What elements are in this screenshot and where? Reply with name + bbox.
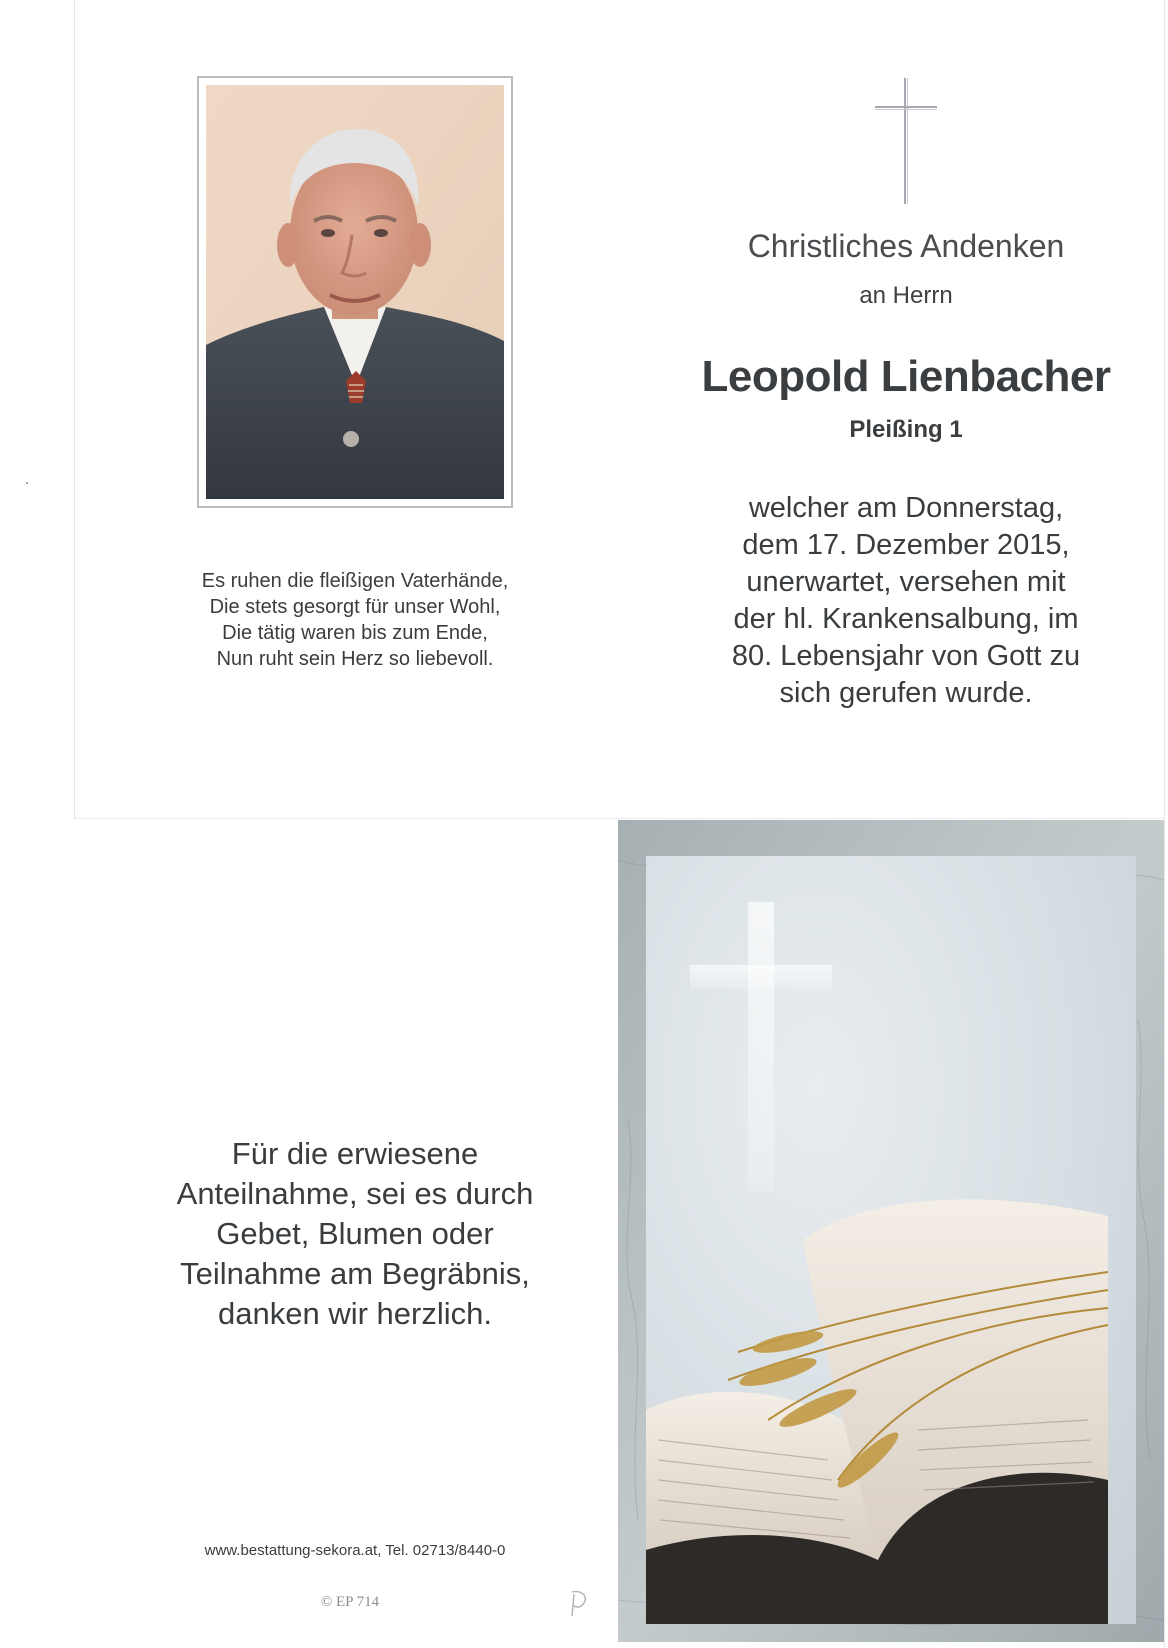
- funeral-home-contact: www.bestattung-sekora.at, Tel. 02713/8440-0: [204, 1542, 506, 1559]
- death-notice: [690, 490, 1122, 712]
- thanks-line: Gebet, Blumen oder: [216, 1216, 494, 1251]
- copyright-code: © EP 714: [320, 1594, 380, 1610]
- thanks-line: Teilnahme am Begräbnis,: [180, 1256, 530, 1291]
- card-title: Christliches Andenken: [747, 228, 1065, 264]
- portrait-photo: [206, 85, 504, 499]
- scan-speck: [26, 482, 28, 484]
- death-notice-line: dem 17. Dezember 2015,: [742, 529, 1070, 561]
- card-subtitle: an Herrn: [859, 282, 953, 309]
- death-notice-line: unerwartet, versehen mit: [746, 566, 1066, 598]
- death-notice-line: 80. Lebensjahr von Gott zu: [731, 640, 1081, 672]
- poem-line: Es ruhen die fleißigen Vaterhände,: [201, 570, 509, 592]
- deceased-address: Pleißing 1: [849, 416, 963, 443]
- portrait-frame: [197, 76, 513, 508]
- signature-mark-icon: [566, 1588, 592, 1618]
- death-notice-line: sich gerufen wurde.: [779, 677, 1033, 709]
- poem-line: Die tätig waren bis zum Ende,: [222, 622, 488, 644]
- poem-line: Nun ruht sein Herz so liebevoll.: [216, 648, 494, 670]
- death-notice-line: der hl. Krankensalbung, im: [733, 603, 1079, 635]
- page-edge-right: [1164, 0, 1165, 1648]
- thanks-line: danken wir herzlich.: [218, 1296, 492, 1331]
- thanks-line: Für die erwiesene: [231, 1136, 479, 1171]
- poem: [150, 568, 560, 672]
- page-edge-left: [74, 0, 75, 820]
- deceased-name: Leopold Lienbacher: [701, 352, 1111, 401]
- thanks-line: Anteilnahme, sei es durch: [176, 1176, 534, 1211]
- poem-line: Die stets gesorgt für unser Wohl,: [209, 596, 501, 618]
- thanks-message: [130, 1134, 580, 1334]
- death-notice-line: welcher am Donnerstag,: [748, 492, 1064, 524]
- memorial-image: [618, 820, 1164, 1642]
- cross-icon: [875, 78, 937, 204]
- fold-line: [74, 818, 1164, 819]
